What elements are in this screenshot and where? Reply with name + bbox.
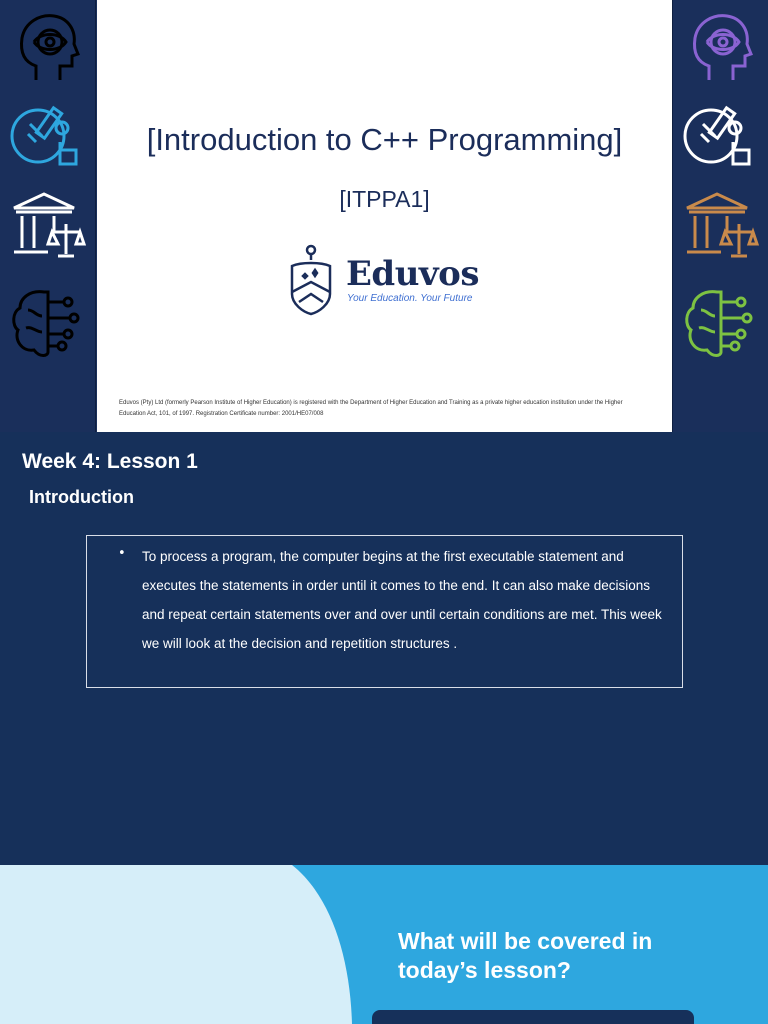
lesson-overview-slide (0, 865, 768, 1024)
title-slide (0, 0, 768, 432)
section-heading: Introduction (29, 487, 134, 507)
shield-icon (289, 244, 333, 316)
left-icon-panel (0, 0, 96, 432)
overview-bar (372, 1010, 694, 1024)
eduvos-logo (289, 244, 489, 320)
microscope-icon (8, 98, 88, 178)
introduction-slide (0, 432, 768, 865)
brain-circuit-icon (8, 282, 88, 362)
microscope-icon (681, 98, 761, 178)
bullet-text: To process a program, the computer begins at the first executable statement and executes the statements in order until it comes to the end. It can also make decisions and repeat certain statements over and over until certain conditions are met. This week we will look at the decision and repetition structures . (142, 549, 662, 651)
head-eye-icon (681, 8, 761, 88)
content-box (86, 535, 683, 688)
head-eye-icon (8, 8, 88, 88)
course-title: [Introduction to C++ Programming] (146, 122, 623, 157)
courthouse-scales-icon (681, 188, 761, 268)
registration-disclaimer: Eduvos (Pty) Ltd (formerly Pearson Institute of Higher Education) is registered with the Department of Higher Education and Training as a private higher education institution under the Higher Education Act, 101, of 1997. Registration Certificate number: 2001/HE07/008 (119, 400, 623, 417)
right-icon-panel (672, 0, 768, 432)
course-code: [ITPPA1] (339, 186, 430, 212)
overview-title: What will be covered in today’s lesson? (398, 928, 653, 983)
week-title: Week 4: Lesson 1 (22, 450, 198, 473)
brain-circuit-icon (681, 282, 761, 362)
courthouse-scales-icon (8, 188, 88, 268)
logo-name: Eduvos (346, 254, 479, 294)
logo-tagline: Your Education. Your Future (347, 293, 473, 304)
title-card (97, 0, 672, 432)
bullet-icon: • (118, 546, 126, 561)
